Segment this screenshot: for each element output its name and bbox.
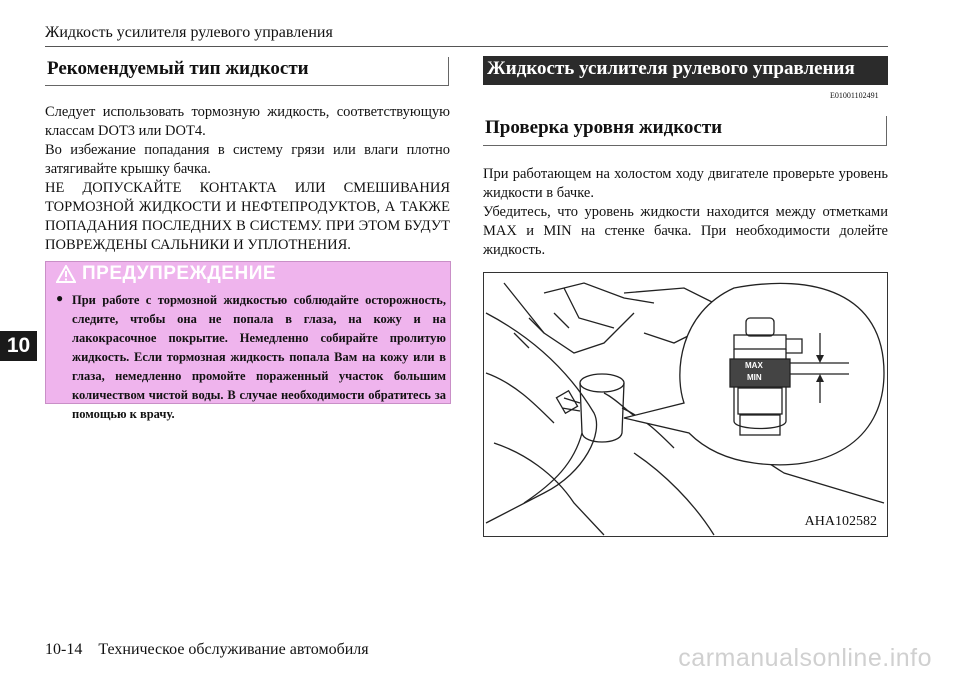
chapter-tab: 10 [0, 331, 37, 361]
warning-box [45, 261, 451, 421]
reference-code: E01001102491 [830, 91, 879, 100]
top-rule [45, 46, 888, 47]
max-label: MAX [745, 361, 763, 370]
left-heading-box [45, 57, 449, 86]
warning-title [56, 263, 276, 285]
subheading-box [483, 116, 887, 146]
right-paragraph-2: Убедитесь, что уровень жидкости находится между отметками MAX и MIN на стенке бачка. При необходимости долейте жидкость. [483, 204, 888, 258]
warning-text: При работе с тормозной жидкостью соблюдайте осторожность, следите, чтобы она не попала в глаза, на кожу и на лакокрасочное покрытие. Немедленно собирайте пролитую жидкость. Если тормозная жидкость попала Вам на кожу или в глаза, немедленно промойте пораженный участок большим количеством чистой воды. В случае необходимости обратитесь за помощью к врачу. [72, 293, 446, 421]
min-label: MIN [747, 373, 762, 382]
left-paragraph-1: Следует использовать тормозную жидкость, соответствующую классам DOT3 или DOT4. [45, 104, 450, 139]
running-head: Жидкость усилителя рулевого управления [45, 24, 333, 41]
watermark: carmanualsonline.info [678, 644, 932, 672]
figure-code: AHA102582 [804, 514, 877, 529]
reservoir-figure [483, 272, 888, 537]
right-paragraph-1: При работающем на холостом ходу двигателе проверьте уровень жидкости в бачке. [483, 166, 888, 201]
left-heading: Рекомендуемый тип жидкости [47, 58, 309, 79]
subheading: Проверка уровня жидкости [485, 117, 723, 138]
bullet-icon: ● [56, 291, 64, 305]
left-paragraph-2: Во избежание попадания в систему грязи или влаги плотно затягивайте крышку бачка. [45, 142, 450, 177]
section-title-bar [483, 56, 888, 85]
engine-bay-illustration [484, 273, 887, 536]
left-paragraph-3: НЕ ДОПУСКАЙТЕ КОНТАКТА ИЛИ СМЕШИВАНИЯ ТОРМОЗНОЙ ЖИДКОСТИ И НЕФТЕПРОДУКТОВ, А ТАКЖЕ ПОПАДАНИЯ ПОСЛЕДНИХ В СИСТЕМУ. ПРИ ЭТОМ БУДУТ ПОВРЕЖДЕНЫ САЛЬНИКИ И УПЛОТНЕНИЯ. [45, 180, 450, 253]
page-footer: 10-14 Техническое обслуживание автомобиля [45, 641, 369, 658]
warning-title-text: ПРЕДУПРЕЖДЕНИЕ [82, 263, 277, 284]
warning-triangle-icon [56, 265, 76, 283]
section-title: Жидкость усилителя рулевого управления [487, 58, 855, 79]
